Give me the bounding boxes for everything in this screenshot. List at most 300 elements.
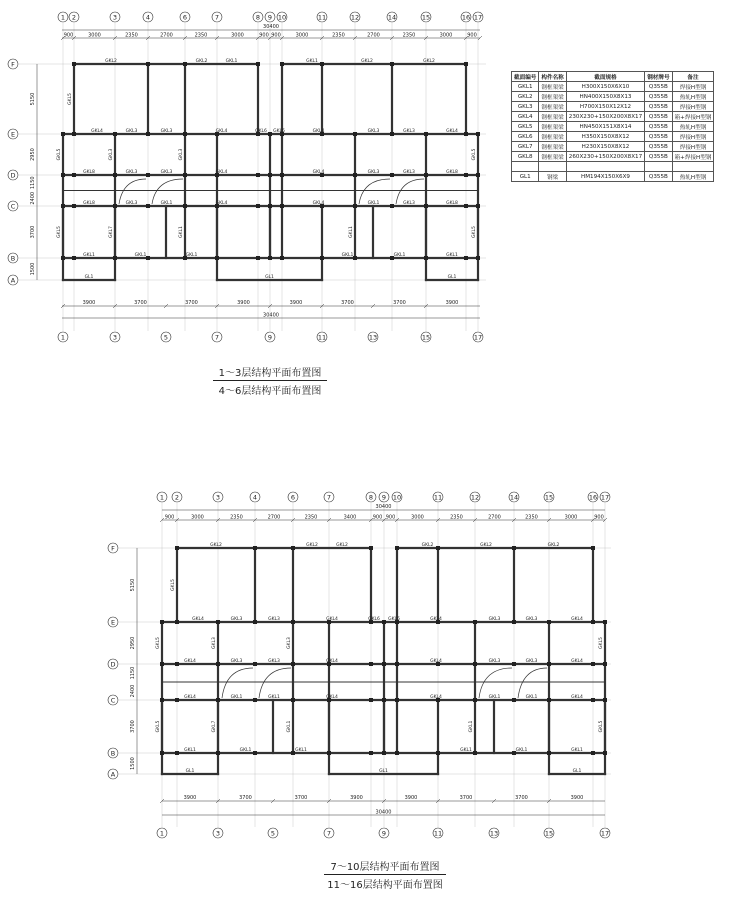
- steel-column: [72, 204, 76, 208]
- dimension-text-left: 2950: [30, 148, 36, 161]
- grid-label-top: 4: [252, 493, 258, 502]
- steel-column: [603, 662, 607, 666]
- steel-column: [369, 546, 373, 550]
- vertical-beam-label: GKL5: [472, 148, 477, 161]
- steel-column: [603, 698, 607, 702]
- beam-label: GKL3: [367, 129, 380, 134]
- steel-column: [382, 662, 386, 666]
- dimension-text-top: 900: [164, 514, 175, 521]
- dimension-text-top: 900: [385, 514, 396, 521]
- stair-curve: [222, 668, 253, 698]
- dimension-text-top: 900: [271, 32, 281, 39]
- beam-label: GKL2: [195, 59, 208, 64]
- schedule-cell: GKL4: [512, 112, 539, 122]
- schedule-cell: GKL2: [512, 92, 539, 102]
- grid-label-bottom: 5: [163, 333, 169, 342]
- beam-label: GKL4: [571, 659, 583, 664]
- steel-column: [146, 62, 150, 66]
- schedule-cell: HM194X150X6X9: [566, 172, 644, 182]
- dimension-text-bottom: 3700: [459, 795, 473, 801]
- schedule-cell: 钢框架梁: [539, 92, 566, 102]
- schedule-body: [512, 82, 714, 182]
- total-dimension-bottom: 30400: [375, 809, 392, 816]
- schedule-cell: Q355B: [645, 142, 672, 152]
- dimension-text-left: 5150: [130, 578, 136, 592]
- beam-label: GKL3: [525, 617, 538, 622]
- beam-label: GKL6: [273, 129, 285, 134]
- vertical-beam-label: GKL1: [349, 226, 354, 238]
- beam-label: GKL6: [388, 617, 400, 622]
- grid-label-top: 6: [182, 13, 188, 22]
- schedule-row: [512, 82, 714, 92]
- beam-label: GKL1: [225, 59, 238, 64]
- beam-label: GKL3: [230, 659, 243, 664]
- schedule-cell: H230X150X8X12: [566, 142, 644, 152]
- steel-column: [382, 698, 386, 702]
- dimension-text-top: 3000: [88, 32, 101, 39]
- beam-label: GKL4: [430, 695, 442, 700]
- steel-column: [424, 173, 428, 177]
- dimension-text-top: 2350: [402, 32, 416, 39]
- beam-label: GKL4: [215, 201, 228, 206]
- beam-label: GKL4: [430, 617, 442, 622]
- beam-label: GKL4: [430, 659, 442, 664]
- steel-column: [268, 173, 272, 177]
- grid-label-bottom: 13: [489, 829, 499, 838]
- steel-column: [591, 751, 595, 755]
- dimension-text-bottom: 3900: [183, 795, 197, 801]
- beam-label: GKL4: [312, 201, 325, 206]
- beam-label: GKL4: [184, 659, 196, 664]
- dimension-text-bottom: 3700: [341, 300, 354, 306]
- beam-label: GKL2: [361, 59, 373, 64]
- dimension-text-left: 2950: [130, 636, 136, 650]
- grid-label-top: 6: [290, 493, 296, 502]
- schedule-cell: GKL5: [512, 122, 539, 132]
- steel-column: [61, 204, 65, 208]
- dimension-text-bottom: 3900: [237, 300, 250, 306]
- dimension-text-bottom: 3900: [350, 795, 363, 801]
- grid-label-top: 11: [317, 13, 327, 22]
- grid-label-top: 2: [174, 493, 180, 502]
- schedule-cell: 焊接H型钢: [672, 132, 714, 142]
- steel-column: [280, 256, 284, 260]
- vertical-beam-label: GKL1: [179, 226, 184, 238]
- steel-column: [424, 256, 428, 260]
- schedule-cell: 热轧H型钢: [672, 122, 714, 132]
- schedule-cell: GL1: [512, 172, 539, 182]
- steel-column: [353, 256, 357, 260]
- steel-column: [216, 698, 220, 702]
- schedule-row: [512, 92, 714, 102]
- dimension-text-top: 3000: [191, 514, 204, 521]
- steel-column: [291, 698, 295, 702]
- schedule-header-cell: 构件名称: [539, 72, 566, 82]
- grid-label-top: 2: [71, 13, 77, 22]
- schedule-cell: H350X150X8X12: [566, 132, 644, 142]
- steel-column: [268, 256, 272, 260]
- caption-line-1: 1～3层结构平面布置图: [213, 364, 328, 381]
- schedule-cell: 钢框架梁: [539, 152, 566, 162]
- vertical-beam-label: GKL5: [68, 93, 73, 105]
- grid-label-top: 9: [381, 493, 387, 502]
- steel-column: [183, 62, 187, 66]
- dimension-text-top: 2700: [367, 32, 380, 39]
- beam-label: GKL8: [446, 170, 458, 175]
- grid-label-top: 10: [392, 493, 402, 502]
- steel-column: [146, 173, 150, 177]
- grid-label-top: 15: [421, 13, 431, 22]
- grid-label-top: 1: [159, 493, 165, 502]
- grid-label-top: 9: [267, 13, 273, 22]
- vertical-beam-label: GKL5: [57, 226, 62, 238]
- steel-column: [175, 751, 179, 755]
- vertical-beam-label: GKL1: [287, 720, 292, 733]
- vertical-beam-label: GKL3: [287, 637, 292, 649]
- schedule-cell: 钢框架梁: [539, 102, 566, 112]
- steel-column: [175, 662, 179, 666]
- grid-label-top: 17: [473, 13, 483, 22]
- vertical-beam-label: GKL5: [156, 637, 161, 649]
- steel-column: [591, 662, 595, 666]
- steel-column: [216, 751, 220, 755]
- dimension-text-left: 1500: [130, 757, 136, 770]
- grid-label-top: 8: [255, 13, 261, 22]
- beam-label: GKL4: [192, 617, 204, 622]
- vertical-beam-label: GKL3: [179, 148, 184, 161]
- schedule-cell: 230X230+150X200X8X17: [566, 112, 644, 122]
- steel-column: [72, 173, 76, 177]
- steel-column: [268, 204, 272, 208]
- schedule-cell: 箱+焊接H型钢: [672, 152, 714, 162]
- steel-column: [183, 204, 187, 208]
- beam-label: GKL4: [326, 695, 338, 700]
- grid-label-bottom: 9: [381, 829, 387, 838]
- steel-column: [390, 204, 394, 208]
- steel-column: [160, 662, 164, 666]
- vertical-beam-label: GKL5: [171, 579, 176, 591]
- steel-column: [424, 204, 428, 208]
- steel-column: [476, 204, 480, 208]
- grid-label-top: 10: [277, 13, 287, 22]
- dimension-text-bottom: 3700: [239, 795, 252, 801]
- schedule-cell: [512, 162, 539, 172]
- schedule-header-cell: 钢材牌号: [645, 72, 672, 82]
- beam-label: GKL2: [421, 543, 434, 548]
- schedule-cell: HN400X150X8X13: [566, 92, 644, 102]
- beam-label: GKL1: [268, 695, 280, 700]
- dimension-text-top: 2700: [160, 32, 173, 39]
- grid-label-bottom: 5: [270, 829, 276, 838]
- schedule-cell: GKL6: [512, 132, 539, 142]
- dimension-text-top: 900: [594, 514, 604, 521]
- steel-column: [72, 132, 76, 136]
- beam-schedule-table: [511, 71, 714, 182]
- beam-label: GKL1: [341, 253, 354, 258]
- grid-label-left: E: [10, 130, 16, 139]
- schedule-cell: GKL7: [512, 142, 539, 152]
- total-dimension-top: 30400: [263, 24, 279, 30]
- steel-column: [216, 620, 220, 624]
- steel-column: [280, 204, 284, 208]
- steel-column: [476, 132, 480, 136]
- beam-label: GKL3: [125, 201, 138, 206]
- grid-label-left: C: [10, 202, 16, 211]
- beam-label: GKL3: [230, 617, 243, 622]
- steel-column: [603, 620, 607, 624]
- grid-label-bottom: 17: [473, 333, 483, 342]
- steel-column: [591, 546, 595, 550]
- dimension-text-bottom: 3900: [570, 795, 584, 801]
- beam-label: GKL4: [571, 617, 583, 622]
- plan-caption-upper: [200, 364, 340, 397]
- beam-label: GKL1: [525, 695, 538, 700]
- grid-label-bottom: 3: [112, 333, 118, 342]
- dimension-text-bottom: 3700: [393, 300, 406, 306]
- beam-label: GKL4: [571, 695, 583, 700]
- grid-label-bottom: 1: [60, 333, 66, 342]
- beam-label: GKL6: [368, 617, 380, 622]
- steel-column: [395, 546, 399, 550]
- beam-label: GKL1: [134, 253, 147, 258]
- stair-curve: [479, 668, 512, 698]
- steel-column: [512, 662, 516, 666]
- grid-label-top: 8: [368, 493, 374, 502]
- schedule-row: [512, 102, 714, 112]
- dimension-text-bottom: 3700: [515, 795, 528, 801]
- beam-label: GKL1: [184, 748, 196, 753]
- beam-label: GKL1: [571, 748, 583, 753]
- grid-label-bottom: 11: [433, 829, 443, 838]
- vertical-beam-label: GKL1: [469, 720, 474, 733]
- beam-label: GKL3: [268, 659, 280, 664]
- steel-column: [256, 62, 260, 66]
- steel-column: [473, 620, 477, 624]
- schedule-cell: 焊接H型钢: [672, 142, 714, 152]
- steel-column: [464, 204, 468, 208]
- grid-label-left: B: [10, 254, 16, 263]
- dimension-text-bottom: 3700: [294, 795, 308, 801]
- steel-column: [113, 256, 117, 260]
- steel-column: [175, 698, 179, 702]
- steel-column: [320, 62, 324, 66]
- beam-label: GKL3: [403, 129, 415, 134]
- schedule-row: [512, 142, 714, 152]
- steel-column: [547, 698, 551, 702]
- schedule-cell: 焊接H型钢: [672, 102, 714, 112]
- vertical-beam-label: GKL5: [57, 148, 62, 161]
- steel-column: [146, 204, 150, 208]
- grid-label-bottom: 15: [544, 829, 554, 838]
- steel-column: [160, 620, 164, 624]
- schedule-cell: Q355B: [645, 82, 672, 92]
- beam-label: GKL1: [446, 253, 458, 258]
- dimension-text-bottom: 3900: [404, 795, 418, 801]
- schedule-row: [512, 122, 714, 132]
- dimension-text-left: 1150: [30, 176, 36, 190]
- beam-label: GKL4: [215, 129, 228, 134]
- dimension-text-top: 3000: [564, 514, 578, 521]
- beam-label: GKL6: [255, 129, 267, 134]
- steel-column: [464, 62, 468, 66]
- dimension-text-top: 3400: [343, 514, 357, 521]
- steel-column: [61, 256, 65, 260]
- dimension-text-left: 5150: [30, 92, 36, 106]
- schedule-cell: 焊接H型钢: [672, 82, 714, 92]
- beam-label: GL1: [379, 769, 388, 774]
- steel-column: [253, 546, 257, 550]
- grid-label-bottom: 13: [368, 333, 378, 342]
- schedule-cell: 箱+焊接H型钢: [672, 112, 714, 122]
- grid-label-bottom: 15: [421, 333, 431, 342]
- dimension-text-top: 900: [467, 32, 477, 39]
- steel-column: [436, 546, 440, 550]
- dimension-text-top: 3000: [411, 514, 424, 521]
- grid-label-left: D: [10, 171, 16, 180]
- beam-label: GKL1: [367, 201, 380, 206]
- schedule-cell: 热轧H型钢: [672, 172, 714, 182]
- steel-column: [160, 698, 164, 702]
- beam-label: GKL1: [295, 748, 307, 753]
- schedule-cell: Q355B: [645, 112, 672, 122]
- beam-label: GKL4: [312, 170, 325, 175]
- beam-label: GKL2: [480, 543, 492, 548]
- steel-column: [547, 620, 551, 624]
- beam-label: GKL2: [210, 543, 222, 548]
- steel-column: [320, 256, 324, 260]
- schedule-row: [512, 112, 714, 122]
- beam-label: GL1: [265, 275, 274, 280]
- steel-column: [476, 173, 480, 177]
- dimension-text-bottom: 3700: [185, 300, 198, 306]
- schedule-cell: GKL8: [512, 152, 539, 162]
- steel-column: [183, 173, 187, 177]
- grid-label-left: E: [110, 618, 116, 627]
- steel-column: [146, 256, 150, 260]
- steel-column: [476, 256, 480, 260]
- grid-label-left: D: [110, 660, 116, 669]
- grid-label-bottom: 9: [267, 333, 273, 342]
- beam-label: GKL3: [403, 170, 415, 175]
- schedule-cell: [645, 162, 672, 172]
- total-dimension-bottom: 30400: [263, 312, 279, 319]
- beam-label: GKL1: [230, 695, 243, 700]
- steel-column: [146, 132, 150, 136]
- grid-label-top: 16: [461, 13, 471, 22]
- beam-label: GKL4: [446, 129, 458, 134]
- schedule-cell: H700X150X12X12: [566, 102, 644, 112]
- steel-column: [291, 620, 295, 624]
- dimension-text-left: 2400: [130, 684, 136, 698]
- steel-column: [473, 698, 477, 702]
- steel-column: [183, 132, 187, 136]
- beam-label: GKL3: [160, 129, 173, 134]
- steel-column: [253, 620, 257, 624]
- beam-label: GKL1: [239, 748, 252, 753]
- schedule-cell: GKL1: [512, 82, 539, 92]
- steel-column: [369, 751, 373, 755]
- grid-label-top: 11: [433, 493, 443, 502]
- beam-label: GKL3: [125, 129, 138, 134]
- steel-column: [473, 751, 477, 755]
- grid-label-left: C: [110, 696, 116, 705]
- beam-label: GKL3: [367, 170, 380, 175]
- grid-label-left: F: [11, 60, 15, 69]
- grid-label-top: 1: [60, 13, 66, 22]
- vertical-beam-label: GKL7: [212, 720, 217, 733]
- beam-label: GKL4: [326, 617, 338, 622]
- schedule-row: [512, 162, 714, 172]
- vertical-beam-label: GKL5: [599, 637, 604, 649]
- steel-column: [280, 62, 284, 66]
- steel-column: [253, 698, 257, 702]
- steel-column: [547, 662, 551, 666]
- grid-label-top: 15: [544, 493, 554, 502]
- beam-label: GKL3: [403, 201, 415, 206]
- grid-label-top: 7: [214, 13, 220, 22]
- steel-column: [436, 751, 440, 755]
- grid-label-top: 7: [326, 493, 332, 502]
- dimension-text-top: 2700: [267, 514, 281, 521]
- beam-label: GKL1: [306, 59, 318, 64]
- stair-curve: [518, 668, 547, 698]
- floor-plan-upper: [8, 12, 486, 342]
- beam-label: GKL2: [547, 543, 560, 548]
- beam-label: GKL4: [215, 170, 228, 175]
- steel-column: [369, 662, 373, 666]
- steel-column: [113, 173, 117, 177]
- schedule-cell: Q355B: [645, 102, 672, 112]
- beam-label: GKL1: [488, 695, 501, 700]
- schedule-cell: Q355B: [645, 122, 672, 132]
- vertical-beam-label: GKL5: [599, 720, 604, 733]
- schedule-cell: Q355B: [645, 152, 672, 162]
- grid-label-left: F: [111, 544, 115, 553]
- schedule-cell: HN450X151X8X14: [566, 122, 644, 132]
- stair-curve: [259, 668, 291, 698]
- schedule-header-cell: 备注: [672, 72, 714, 82]
- steel-column: [512, 620, 516, 624]
- steel-column: [215, 256, 219, 260]
- steel-column: [113, 204, 117, 208]
- grid-label-bottom: 1: [159, 829, 165, 838]
- vertical-beam-label: GKL3: [212, 637, 217, 649]
- dimension-text-left: 3700: [30, 225, 36, 239]
- grid-label-left: A: [10, 276, 16, 285]
- steel-column: [256, 256, 260, 260]
- steel-column: [113, 132, 117, 136]
- beam-label: GKL8: [83, 201, 95, 206]
- caption-line-2: 11～16层结构平面布置图: [327, 880, 443, 891]
- steel-column: [512, 546, 516, 550]
- steel-column: [369, 698, 373, 702]
- steel-column: [253, 662, 257, 666]
- schedule-cell: 钢框架梁: [539, 112, 566, 122]
- beam-label: GKL3: [488, 659, 501, 664]
- grid-label-top: 4: [145, 13, 151, 22]
- dimension-text-top: 2350: [450, 514, 463, 521]
- steel-column: [390, 173, 394, 177]
- beam-label: GL1: [185, 769, 195, 774]
- schedule-cell: [539, 162, 566, 172]
- beam-label: GKL3: [268, 617, 280, 622]
- steel-column: [547, 751, 551, 755]
- beam-label: GKL4: [312, 129, 325, 134]
- dimension-text-left: 1150: [130, 666, 136, 680]
- dimension-text-left: 2400: [30, 191, 36, 205]
- dimension-text-top: 3000: [231, 32, 244, 39]
- schedule-cell: 钢框架梁: [539, 142, 566, 152]
